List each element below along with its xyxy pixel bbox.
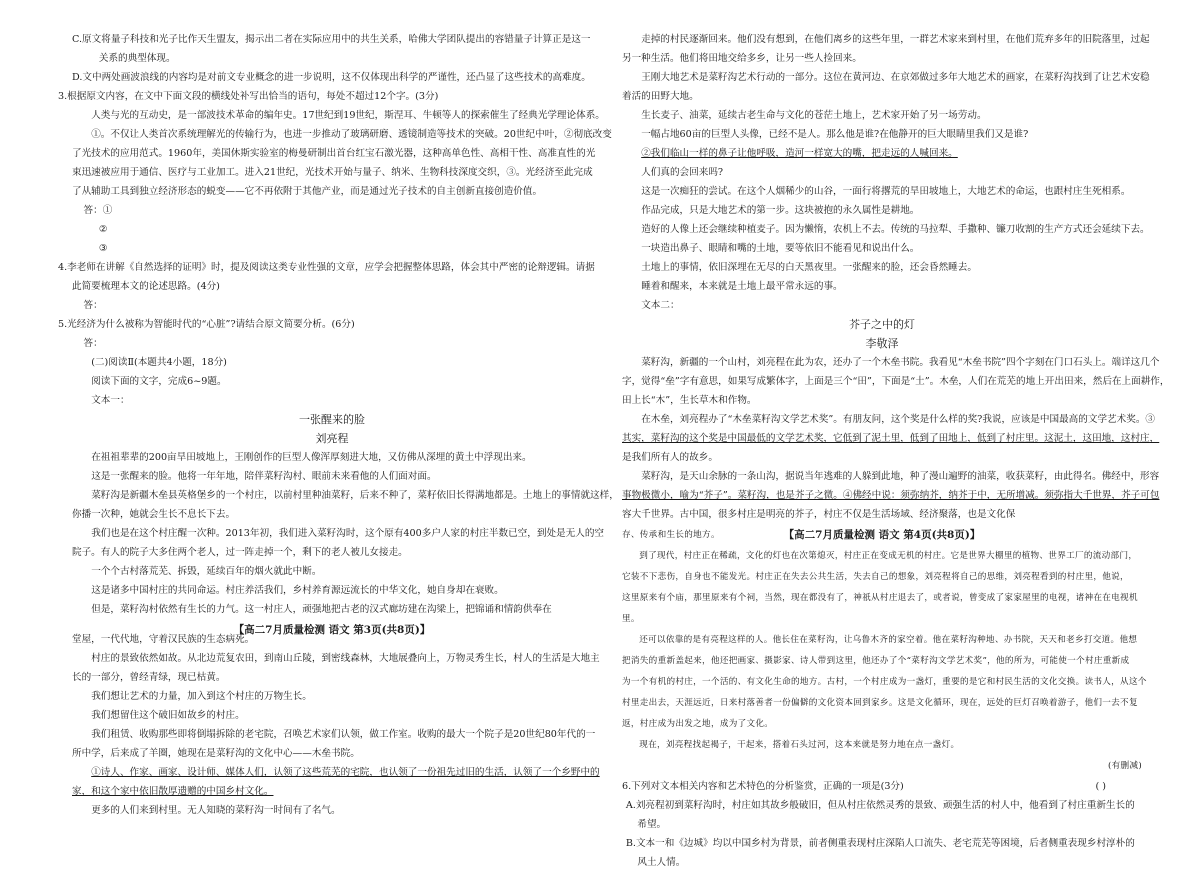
passage-line: 菜籽沟，是天山余脉的一条山沟，据说当年逃难的人躲到此地，种了漫山遍野的油菜，收获菜籽，由此得名。佛经中，形容 <box>641 471 1160 482</box>
passage-line: 长的一部分，曾经青绿，现已枯黄。 <box>72 672 226 683</box>
passage-line: 这是诸多中国村庄的共同命运。村庄养活我们，乡村养育源远流长的中华文化，她自身却在衰败。 <box>91 585 504 596</box>
underlined-line <box>72 763 600 782</box>
passage-line: 菜籽沟，新疆的一个山村，刘亮程在此为农，还办了一个木垒书院。我看见“木垒书院”四个字刻在门口石头上。端详这几个 <box>641 357 1160 368</box>
passage-line: 另一种生活。他们将田地交给多乡，让另一些人捡回来。 <box>622 53 862 64</box>
passage-line: 我们想让艺术的力量，加入到这个村庄的万物生长。 <box>91 691 312 702</box>
text1-title: 一张醒来的脸 <box>299 413 365 426</box>
passage-line: 人类与光的互动史，是一部波技术革命的编年史。17世纪到19世纪，斯涅耳、牛顿等人的探索催生了经典光学理论体系。 <box>91 110 605 121</box>
passage-line: 造好的人像上还会继续种植麦子。因为懒惰，农机上不去。传统的马拉犁、手撒种、镰刀收割的生产方式还会延续下去。 <box>641 224 1150 235</box>
passage-line: 是我们所有人的故乡。 <box>622 452 718 463</box>
passage-line: 为一个有机的村庄，一个活的、有文化生命的地方。古村，一个村庄成为一盏灯，重要的是它和村民生活的文化交换。读书人，从这个 <box>622 677 1147 687</box>
passage-line: 容大千世界。古中国，很多村庄是明亮的芥子，村庄不仅是生活场域、经济聚落，也是文化保 <box>622 509 1016 520</box>
question-5: 5.光经济为什么被称为智能时代的“心脏”?请结合原文简要分析。(6分) <box>58 319 355 330</box>
passage-line: ①。不仅让人类首次系统理解光的传输行为，也进一步推动了玻璃研磨、透镜制造等技术的突破。20世纪中叶，②彻底改变 <box>91 129 612 140</box>
text1-author: 刘亮程 <box>315 432 349 445</box>
passage-line: 人们真的会回来吗? <box>641 167 724 178</box>
passage-line: 在祖祖辈辈的200亩旱田坡地上，王刚创作的巨型人像浑厚刻进大地，又仿佛从深埋的黄土中浮现出来。 <box>91 452 532 463</box>
passage-line: 堂屋，一代代地，守着汉民族的生态病死。 <box>72 634 255 645</box>
passage-line: 它装不下悲伤，自身也不能发光。村庄正在失去公共生活，失去自己的想象，刘亮程将自己的思维，刘亮程看到的村庄里，他说， <box>622 572 1129 582</box>
passage-line: 这是一次痴狂的尝试。在这个人烟稀少的山谷，一面行将撂荒的旱田坡地上，大地艺术的命运，也跟村庄生死相系。 <box>641 186 1131 197</box>
answer-paren: ( ) <box>1095 781 1106 792</box>
page5-top <box>72 630 600 840</box>
page3-top <box>58 30 619 636</box>
option-c-cont: 关系的典型体现。 <box>98 53 176 64</box>
passage-line: 村里走出去，天涯远近，日来村落善者一份偏僻的文化资本回到家乡。这是文化循环，现在，远处的巨灯召唤着游子，他们一去不复 <box>622 698 1138 708</box>
passage-line: 一块造出鼻子、眼睛和嘴的土地，要等依旧不能看见和说出什么。 <box>641 243 920 254</box>
answer-line-1: 答：① <box>83 205 113 216</box>
page6-top <box>622 525 1147 868</box>
answer-line-2: ② <box>98 224 108 235</box>
passage-line: 更多的人们来到村里。无人知晓的菜籽沟一时间有了名气。 <box>91 805 341 816</box>
passage-line: 村庄的景致依然如故。从北边荒复农田，到南山丘陵，到密线森林，大地展叠向上，万物灵秀生长，村人的生活是大地主 <box>91 653 600 664</box>
answer-line-3: ③ <box>98 243 108 254</box>
underline-2: ②我们临山一样的鼻子让他呼吸，造河一样宽大的嘴，把走远的人喊回来。 <box>641 148 958 159</box>
question-3: 3.根据原文内容，在文中下面文段的横线处补写出恰当的语句，每处不超过12个字。(3分) <box>58 91 439 102</box>
passage-line: 作品完成，只是大地艺术的第一步。这块被抱的永久属性是耕地。 <box>641 205 920 216</box>
passage-line: 着活的田野大地。 <box>622 91 699 102</box>
passage-line: 睡着和醒来，本来就是土地上最平常永远的事。 <box>641 281 843 292</box>
underlined-line <box>622 486 1160 505</box>
text1-label: 文本一： <box>91 395 130 406</box>
passage-line: 里。 <box>622 614 640 624</box>
passage-line: 现在，刘亮程找起褐子，干起来，搭着石头过河，这本来就是努力地在点一盏灯。 <box>639 740 960 750</box>
option-a: A.刘亮程初到菜籽沟时，村庄如其故乡般破旧，但从村庄依然灵秀的景致、顽强生活的村人中，他看到了村庄重新生长的希望。 <box>625 800 1135 830</box>
passage-line: 把消失的重新盖起来，他还把画家、摄影家、诗人带到这里，他还办了个“菜籽沟文学艺术奖”，他的所为，可能使一个村庄重新成 <box>622 656 1130 666</box>
passage-line: 这是一张醒来的脸。他将一年年地，陪伴菜籽沟村、眼前未来看他的人们面对面。 <box>91 471 437 482</box>
text2-title: 芥子之中的灯 <box>849 318 915 331</box>
passage-line: 到了现代，村庄正在稀疏，文化的灯也在次第熄灭，村庄正在变成无机的村庄。它是世界大棚里的植物、世界工厂的流动部门， <box>639 551 1138 561</box>
passage-line: 田上长“木”，生长草木和作物。 <box>622 395 757 406</box>
underline-1b: 家，和这个家中依旧散厚遗赠的中国乡村文化。 <box>72 786 274 797</box>
passage-line: 王刚大地艺术是菜籽沟艺术行动的一部分。这位在黄河边、在京郊做过多年大地艺术的画家，在菜籽沟找到了让艺术安稳 <box>641 72 1150 83</box>
answer-5: 答： <box>83 338 103 349</box>
passage-line: 生长麦子、油菜，延续古老生命与文化的苍茫土地上，艺术家开始了另一场劳动。 <box>641 110 987 121</box>
question-6: 6.下列对文本相关内容和艺术特色的分析鉴赏，正确的一项是(3分) <box>622 781 904 792</box>
passage-line: 我们想留住这个破旧如故乡的村庄。 <box>91 710 245 721</box>
passage-line: 字，觉得“垒”字有意思，如果写成繁体字，上面是三个“田”，下面是“土”。木垒，人们在荒芜的地上开出田来，然后在上面耕作， <box>622 376 1170 387</box>
passage-line: 一个个古村落荒芜、拆毁，延续百年的烟火就此中断。 <box>91 566 322 577</box>
underline-3: 其实，菜籽沟的这个奖是中国最低的文学艺术奖，它低到了泥土里，低到了田地上，低到了村庄里。这泥土，这田地，这村庄， <box>622 433 1160 444</box>
section-instruction: 阅读下面的文字，完成6~9题。 <box>91 376 227 387</box>
abridged-note: (有删减) <box>1108 761 1142 771</box>
option-b: B.文本一和《边城》均以中国乡村为背景，前者侧重表现村庄深陷人口流失、老宅荒芜等困境，后者侧重表现乡村淳朴的风土人情。 <box>625 838 1135 868</box>
underlined-line <box>72 782 592 801</box>
underline-1a: ①诗人、作家、画家、设计师、媒体人们，认领了这些荒芜的宅院，也认领了一份祖先过旧的生活，认领了一个乡野中的 <box>91 767 600 778</box>
passage-line: 一幅占地60亩的巨型人头像，已经不是人。那么他是谁?在他静开的巨大眼睛里我们又是谁? <box>641 129 1029 140</box>
passage-line: 菜籽沟是新疆木垒县英格堡乡的一个村庄，以前村里种油菜籽，后来不种了，菜籽依旧长得满地都是。土地上的事情就这样， <box>91 490 619 501</box>
passage-line: 土地上的事情，依旧深埋在无尽的白天黑夜里。一张醒来的脸，还会昏然睡去。 <box>641 262 977 273</box>
page3-footer: 【高二7月质量检测 语文 第3页(共8页)】 <box>233 624 431 636</box>
question-4-cont: 此简要梳理本文的论述思路。(4分) <box>72 281 220 292</box>
passage-line: 走掉的村民逐渐回来。他们没有想到，在他们离乡的这些年里，一群艺术家来到村里，在他们荒弃多年的旧院落里，过起 <box>641 34 1150 45</box>
passage-line: 所中学，后来成了羊圈，她现在是菜籽沟的文化中心——木垒书院。 <box>72 748 360 759</box>
underlined-line <box>622 144 1142 163</box>
text2-label: 文本二： <box>641 300 680 311</box>
question-6-row <box>622 777 1142 796</box>
answer-4: 答： <box>83 300 103 311</box>
passage-line: 这里原来有个庙，那里原来有个祠，当然，现在都没有了，神祇从村庄退去了，或者说，曾变成了家家屋里的电视，诸神在在电视机 <box>622 593 1138 603</box>
passage-line: 了光技术的应用范式。1960年，美国休斯实验室的梅曼研制出首台红宝石激光器，这种高单色性、高相干性、高准直性的光 <box>72 148 596 159</box>
passage-line: 存、传承和生长的地方。 <box>622 530 720 540</box>
passage-line: 我们也是在这个村庄醒一次种。2013年初，我们进入菜籽沟时，这个原有400多户人家的村庄半数已空，到处是无人的空 <box>91 528 605 539</box>
page4-footer: 【高二7月质量检测 语文 第4页(共8页)】 <box>783 529 981 541</box>
option-d: D.文中两处画波浪线的内容均是对前文专业概念的进一步说明，这不仅体现出科学的严谨性，还凸显了这些技术的高难度。 <box>72 72 591 83</box>
passage-line: 还可以依靠的是有亮程这样的人。他长住在菜籽沟，让乌鲁木齐的家空着。他在菜籽沟种地、办书院，天天和老乡打交道。他想 <box>639 635 1138 645</box>
passage-line: 在木垒，刘亮程办了“木垒菜籽沟文学艺术奖”。有朋友问，这个奖是什么样的奖?我说，应该是中国最高的文学艺术奖。③ <box>641 414 1156 425</box>
passage-line: 了从辅助工具到独立经济形态的蜕变——它不再依附于其他产业，而是通过光子技术的自主创新直接创造价值。 <box>72 186 543 197</box>
passage-line: 院子。有人的院子大多住两个老人，过一阵走掉一个，剩下的老人被儿女接走。 <box>72 547 408 558</box>
passage-line: 你播一次种，她就会生长不息长下去。 <box>72 509 236 520</box>
underlined-line <box>622 429 1160 448</box>
passage-line: 束迅速被应用于通信、医疗与工业加工。进入21世纪，光技术开始与量子、纳米、生物科技深度交织，③。光经济至此完成 <box>72 167 593 178</box>
passage-line: 我们租赁、收购那些即将倒塌拆除的老宅院，召唤艺术家们认领，做工作室。收购的最大一个院子是20世纪80年代的一 <box>91 729 596 740</box>
underline-4: 事物极微小，喻为“芥子”。菜籽沟，也是芥子之微。④佛经中说：须弥纳芥，纳芥于中，无所增减。须弥指大千世界，芥子可包 <box>622 490 1160 501</box>
passage-line: 但是，菜籽沟村依然有生长的力气。这一村庄人，顽强地把古老的汉式廊坊建在沟梁上，把锦诵和情韵供奉在 <box>91 604 552 615</box>
text2-author: 李敬泽 <box>865 337 899 350</box>
question-4: 4.李老师在讲解《自然选择的证明》时，提及阅读这类专业性强的文章，应学会把握整体思路，体会其中严密的论辩逻辑。请据 <box>58 262 595 273</box>
option-c: C.原文将量子科技和光子比作天生盟友，揭示出二者在实际应用中的共生关系，哈佛大学团队提出的容错量子计算正是这一 <box>72 34 591 45</box>
section-heading: (二)阅读Ⅱ(本题共4小题，18分) <box>91 357 227 368</box>
passage-line: 返，村庄成为出发之地，成为了文化。 <box>622 719 774 729</box>
